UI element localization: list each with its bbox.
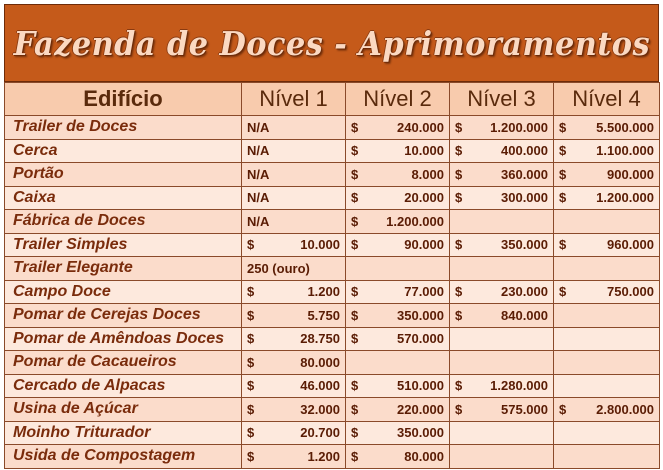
cost-value: 20.700 <box>300 425 340 441</box>
level-1-cell <box>242 374 346 398</box>
building-name: Usina de Açúcar <box>5 398 242 422</box>
building-name: Trailer de Doces <box>5 116 242 140</box>
level-3-cell <box>450 351 554 375</box>
level-4-cell <box>554 374 660 398</box>
header-building: Edifício <box>5 83 242 116</box>
currency-symbol: $ <box>247 401 255 417</box>
cost-value: 510.000 <box>397 378 444 394</box>
cost-value: 840.000 <box>501 307 548 323</box>
cost-value: 1.200.000 <box>386 213 444 229</box>
currency-symbol: $ <box>559 284 567 300</box>
cost-value: 80.000 <box>404 448 444 464</box>
table-row <box>5 139 660 163</box>
currency-symbol: $ <box>559 119 567 135</box>
building-name: Campo Doce <box>5 280 242 304</box>
cost-value: 575.000 <box>501 401 548 417</box>
level-4-cell <box>554 186 660 210</box>
cost-value: 90.000 <box>404 237 444 253</box>
currency-symbol: $ <box>559 143 567 159</box>
cost-value: 960.000 <box>607 237 654 253</box>
level-2-cell <box>346 233 450 257</box>
upgrades-table <box>4 82 660 469</box>
level-1-cell <box>242 304 346 328</box>
level-3-cell <box>450 445 554 469</box>
level-4-cell <box>554 257 660 281</box>
table-row <box>5 116 660 140</box>
building-name: Pomar de Cacaueiros <box>5 351 242 375</box>
level-1-cell <box>242 327 346 351</box>
currency-symbol: $ <box>455 307 463 323</box>
level-4-cell <box>554 280 660 304</box>
building-name: Moinho Triturador <box>5 421 242 445</box>
cost-value: 2.800.000 <box>596 401 654 417</box>
currency-symbol: $ <box>247 425 255 441</box>
level-4-cell <box>554 327 660 351</box>
level-3-cell <box>450 163 554 187</box>
level-2-cell <box>346 304 450 328</box>
currency-symbol: $ <box>247 378 255 394</box>
cost-value: 5.500.000 <box>596 119 654 135</box>
level-3-cell <box>450 257 554 281</box>
currency-symbol: $ <box>351 119 359 135</box>
currency-symbol: $ <box>351 284 359 300</box>
cost-value: 400.000 <box>501 143 548 159</box>
building-name: Pomar de Amêndoas Doces <box>5 327 242 351</box>
building-name: Portão <box>5 163 242 187</box>
cost-value: 240.000 <box>397 119 444 135</box>
cost-value: 28.750 <box>300 331 340 347</box>
level-2-cell <box>346 398 450 422</box>
level-3-cell <box>450 280 554 304</box>
currency-symbol: $ <box>351 213 359 229</box>
currency-symbol: $ <box>559 401 567 417</box>
currency-symbol: $ <box>247 284 255 300</box>
cost-value: 1.200 <box>307 284 340 300</box>
level-1-cell <box>242 116 346 140</box>
level-1-cell <box>242 445 346 469</box>
header-level-2: Nível 2 <box>346 83 450 116</box>
building-name: Cercado de Alpacas <box>5 374 242 398</box>
level-1-cell <box>242 257 346 281</box>
level-2-cell <box>346 351 450 375</box>
level-1-cell <box>242 421 346 445</box>
table-row <box>5 186 660 210</box>
level-1-cell <box>242 398 346 422</box>
cost-value: 1.100.000 <box>596 143 654 159</box>
table-row <box>5 257 660 281</box>
currency-symbol: $ <box>351 401 359 417</box>
currency-symbol: $ <box>455 237 463 253</box>
title-bar <box>5 5 658 82</box>
level-1-cell <box>242 163 346 187</box>
level-3-cell <box>450 421 554 445</box>
level-4-cell <box>554 304 660 328</box>
currency-symbol: $ <box>351 425 359 441</box>
level-1-cell <box>242 233 346 257</box>
table-row <box>5 445 660 469</box>
cell-text: N/A <box>247 166 270 182</box>
currency-symbol: $ <box>455 284 463 300</box>
level-1-cell <box>242 280 346 304</box>
cost-value: 10.000 <box>300 237 340 253</box>
cost-value: 750.000 <box>607 284 654 300</box>
cost-value: 32.000 <box>300 401 340 417</box>
currency-symbol: $ <box>247 354 255 370</box>
cost-value: 360.000 <box>501 166 548 182</box>
cost-value: 300.000 <box>501 190 548 206</box>
currency-symbol: $ <box>351 307 359 323</box>
cost-value: 1.280.000 <box>490 378 548 394</box>
spreadsheet <box>4 4 659 466</box>
level-4-cell <box>554 139 660 163</box>
table-row <box>5 280 660 304</box>
table-title: Fazenda de Doces - Aprimoramentos <box>13 23 650 63</box>
currency-symbol: $ <box>351 166 359 182</box>
building-name: Usida de Compostagem <box>5 445 242 469</box>
level-1-cell <box>242 210 346 234</box>
header-row <box>5 83 660 116</box>
cost-value: 5.750 <box>307 307 340 323</box>
level-2-cell <box>346 257 450 281</box>
cost-value: 77.000 <box>404 284 444 300</box>
cell-text: N/A <box>247 119 270 135</box>
cost-value: 230.000 <box>501 284 548 300</box>
cell-text: 250 (ouro) <box>247 260 310 276</box>
cost-value: 350.000 <box>397 425 444 441</box>
currency-symbol: $ <box>247 331 255 347</box>
header-level-1: Nível 1 <box>242 83 346 116</box>
currency-symbol: $ <box>351 448 359 464</box>
level-3-cell <box>450 233 554 257</box>
cost-value: 220.000 <box>397 401 444 417</box>
building-name: Caixa <box>5 186 242 210</box>
currency-symbol: $ <box>455 143 463 159</box>
header-level-4: Nível 4 <box>554 83 660 116</box>
level-3-cell <box>450 374 554 398</box>
header-level-3: Nível 3 <box>450 83 554 116</box>
level-2-cell <box>346 421 450 445</box>
currency-symbol: $ <box>247 448 255 464</box>
currency-symbol: $ <box>351 331 359 347</box>
currency-symbol: $ <box>455 378 463 394</box>
level-4-cell <box>554 163 660 187</box>
building-name: Trailer Elegante <box>5 257 242 281</box>
level-1-cell <box>242 186 346 210</box>
level-2-cell <box>346 374 450 398</box>
table-row <box>5 163 660 187</box>
table-row <box>5 398 660 422</box>
currency-symbol: $ <box>351 190 359 206</box>
cost-value: 46.000 <box>300 378 340 394</box>
level-3-cell <box>450 398 554 422</box>
table-row <box>5 210 660 234</box>
table-row <box>5 421 660 445</box>
cost-value: 1.200.000 <box>490 119 548 135</box>
level-2-cell <box>346 445 450 469</box>
level-3-cell <box>450 186 554 210</box>
level-1-cell <box>242 139 346 163</box>
cell-text: N/A <box>247 143 270 159</box>
currency-symbol: $ <box>351 143 359 159</box>
level-4-cell <box>554 351 660 375</box>
cost-value: 20.000 <box>404 190 444 206</box>
currency-symbol: $ <box>247 307 255 323</box>
currency-symbol: $ <box>247 237 255 253</box>
currency-symbol: $ <box>559 190 567 206</box>
currency-symbol: $ <box>455 401 463 417</box>
level-2-cell <box>346 186 450 210</box>
cost-value: 570.000 <box>397 331 444 347</box>
level-2-cell <box>346 163 450 187</box>
level-4-cell <box>554 233 660 257</box>
building-name: Cerca <box>5 139 242 163</box>
level-4-cell <box>554 421 660 445</box>
cost-value: 1.200 <box>307 448 340 464</box>
level-3-cell <box>450 139 554 163</box>
cost-value: 900.000 <box>607 166 654 182</box>
currency-symbol: $ <box>351 378 359 394</box>
level-3-cell <box>450 327 554 351</box>
building-name: Fábrica de Doces <box>5 210 242 234</box>
cost-value: 350.000 <box>397 307 444 323</box>
currency-symbol: $ <box>455 119 463 135</box>
currency-symbol: $ <box>559 166 567 182</box>
currency-symbol: $ <box>351 237 359 253</box>
level-3-cell <box>450 116 554 140</box>
cell-text: N/A <box>247 213 270 229</box>
table-row <box>5 351 660 375</box>
currency-symbol: $ <box>455 166 463 182</box>
level-4-cell <box>554 445 660 469</box>
level-4-cell <box>554 116 660 140</box>
level-3-cell <box>450 210 554 234</box>
table-row <box>5 304 660 328</box>
building-name: Trailer Simples <box>5 233 242 257</box>
cost-value: 1.200.000 <box>596 190 654 206</box>
level-2-cell <box>346 327 450 351</box>
currency-symbol: $ <box>559 237 567 253</box>
level-3-cell <box>450 304 554 328</box>
cell-text: N/A <box>247 190 270 206</box>
cost-value: 350.000 <box>501 237 548 253</box>
cost-value: 10.000 <box>404 143 444 159</box>
table-row <box>5 233 660 257</box>
table-body <box>5 116 660 469</box>
level-2-cell <box>346 210 450 234</box>
level-2-cell <box>346 280 450 304</box>
level-1-cell <box>242 351 346 375</box>
currency-symbol: $ <box>455 190 463 206</box>
level-4-cell <box>554 210 660 234</box>
cost-value: 80.000 <box>300 354 340 370</box>
table-row <box>5 327 660 351</box>
level-4-cell <box>554 398 660 422</box>
level-2-cell <box>346 139 450 163</box>
cost-value: 8.000 <box>411 166 444 182</box>
level-2-cell <box>346 116 450 140</box>
table-row <box>5 374 660 398</box>
building-name: Pomar de Cerejas Doces <box>5 304 242 328</box>
